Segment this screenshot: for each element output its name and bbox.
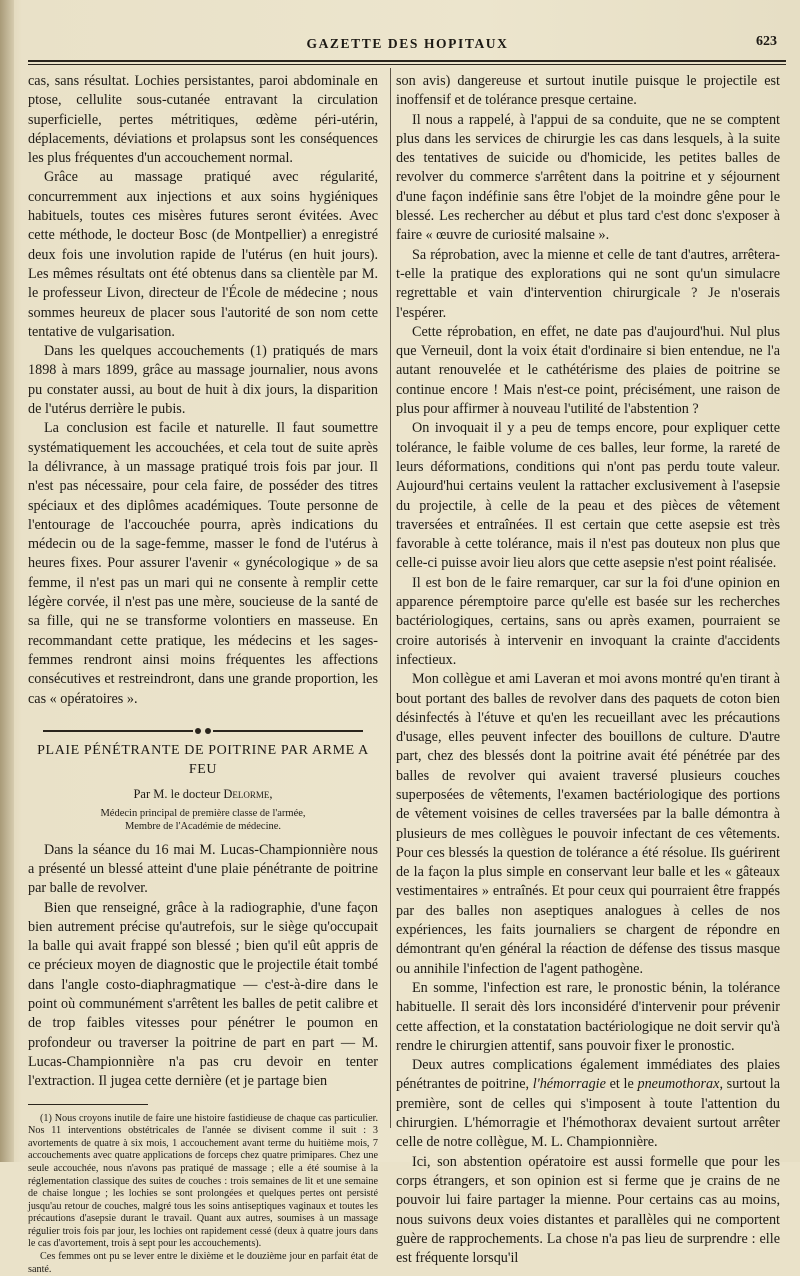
paragraph: Il nous a rappelé, à l'appui de sa conduite, que ne se comptent plus dans les services de chirurgie les cas dans lesquels, à la suite des tentatives de suicide ou d'homicide, les petites balles de revolver du commerce s'arrêtent dans la poitrine et y séjournent d'une façon indéfinie sans être l'objet de la moindre gêne pour le blessé. Les rechercher au début et plus tard c'est donc s'exposer à faire « œuvre de curiosité malsaine ». <box>396 111 780 244</box>
author-name: Delorme, <box>223 787 273 802</box>
article-title: PLAIE PÉNÉTRANTE DE POITRINE PAR ARME A FEU <box>37 742 369 778</box>
footnote-rule <box>28 1104 148 1105</box>
article-byline <box>28 785 378 804</box>
paragraph: Grâce au massage pratiqué avec régularité, concurremment aux injections et aux soins hygiéniques habituels, toutes ces misères futures seront évitées. Avec cette méthode, le docteur Bosc (de Montpellier) a enregistré deux fois une involution rapide de l'utérus (en huit jours). Les mêmes résultats ont été obtenus dans sa clientèle par M. le professeur Livon, directeur de l'École de médecine ; nous sommes heureux de placer sous l'autorité de son nom cette tentative de vulgarisation. <box>28 169 378 340</box>
page-header <box>30 34 785 58</box>
footnote-paragraph: (1) Nous croyons inutile de faire une histoire fastidieuse de chaque cas particulier. Nos 11 interventions obstétricales de l'année se divisent comme il suit : 3 avortements de quatre à six mois, 1 accouchement avant terme du huitième mois, 7 accouchements avec quatre applications de forceps chez quatre primipares. Chez une seule accouchée, nous n'avons pas pratiqué de massage ; elle a été soumise à la réglementation classique des suites de couches : trois semaines de lit et une semaine de chaise longue ; les lochies se sont prolongées et quelques pertes ont persisté jusqu'au retour de couches, malgré tous les soins antiseptiques vaginaux et toutes les précautions d'asepsie durant le travail. Quant aux autres, soumises à un massage régulier trois fois par jour, les lochies ont rapidement cessé (deux à quatre jours dans le cas d'avortement, trois à sept pour les accouchements). <box>28 1112 378 1250</box>
paragraph: son avis) dangereuse et surtout inutile puisque le projectile est inoffensif et de tolérance presque certaine. <box>396 73 780 109</box>
italic-term: l'hémorragie <box>532 1076 606 1093</box>
paragraph: Il est bon de le faire remarquer, car sur la foi d'une opinion en apparence péremptoire parce qu'elle est basée sur les recherches bactériologiques, certains, sans ou après examen, pourraient se croire autorisés à intervenir en invoquant la crainte d'accidents infectieux. <box>396 574 780 668</box>
paragraph: On invoquait il y a peu de temps encore, pour expliquer cette tolérance, le faible volume de ces balles, leur forme, la rareté de leurs déformations, conditions qui n'ont pas perdu toute valeur. Aujourd'hui certains veulent la rattacher exclusivement à l'asepsie du projectile, à celle de la peau et des pièces de vêtement traversées et entraînées. Il est certain que cette asepsie est très favorable à cette tolérance, mais il n'est pas douteux non plus que celle-ci puisse avoir lieu alors que cette asepsie n'est point réalisée. <box>396 420 780 572</box>
text-run: et le <box>605 1076 638 1093</box>
section-separator <box>28 721 378 727</box>
left-column <box>28 72 378 1276</box>
page-number: 623 <box>756 34 777 49</box>
footnote-paragraph: Ces femmes ont pu se lever entre le dixième et le douzième jour en parfait état de santé. <box>28 1251 378 1275</box>
paragraph: Bien que renseigné, grâce à la radiographie, d'une façon bien autrement précise qu'autrefois, sur le siège qu'occupait la balle qui avait frappé son blessé ; bien qu'il eût appris de ce précieux moyen de diagnostic que le projectile était tombé dans l'angle costo-diaphragmatique — c'est-à-dire dans le point où communément s'arrêtent les balles de petit calibre et de trop faibles vitesses pour pénétrer le poumon en profondeur ou traverser la poitrine de part en part — M. Lucas-Championnière n'a pas cru devoir en tenter l'extraction. Il jugea cette dernière (et je partage bien <box>28 899 378 1090</box>
paragraph: Mon collègue et ami Laveran et moi avons montré qu'en tirant à bout portant des balles de revolver dans des paquets de coton bien désinfectés à l'étuve et qu'en les recueillant avec les précautions d'usage, elles peuvent infecter des bouillons de culture. D'autre part, chez des blessés dont la poitrine avait été pénétrée par des balles de revolver qui avaient traversé plusieurs couches superposées de vêtements, l'examen bactériologique des portions de vêtement voisines de celles traversées par la balle démontra à plusieurs de mes collègues le pouvoir infectant de ces vêtements. Pour ces blessés la question de tolérance a été résolue. Ils guérirent de la façon la plus simple en conservant leur balle et les « gâteaux vestimentaires » entraînés. Et pour ceux qui pourraient être frappés par des balles non aseptiques analogues à celles de nos expériences, les faits journaliers se chargent de répondre en démontrant qu'en général la réaction de défense des tissus masque ou annihile l'infection de l'agent pathogène. <box>396 671 780 977</box>
right-column <box>396 72 780 1268</box>
column-divider <box>390 68 391 1128</box>
paragraph: cas, sans résultat. Lochies persistantes, paroi abdominale en ptose, cellulite sous-cutanée entravant la circulation superficielle, pertes métritiques, œdème péri-utérin, déplacements, déviations et prolapsus sont les conséquences les plus fréquentes d'un accouchement normal. <box>28 73 378 167</box>
header-rule-thin <box>28 64 786 65</box>
paragraph: Dans les quelques accouchements (1) pratiqués de mars 1898 à mars 1899, grâce au massage journalier, nous avons pu constater aussi, au bout de huit à dix jours, la disparition de l'utérus derrière le pubis. <box>28 343 378 418</box>
author-membership: Membre de l'Académie de médecine. <box>124 820 282 832</box>
footnote <box>28 1113 378 1276</box>
running-title: GAZETTE DES HOPITAUX <box>306 36 509 51</box>
byline-prefix: Par M. le docteur <box>133 787 221 802</box>
paragraph: Dans la séance du 16 mai M. Lucas-Championnière nous a présenté un blessé atteint d'une plaie pénétrante de poitrine par balle de revolver. <box>28 841 378 897</box>
paragraph: Sa réprobation, avec la mienne et celle de tant d'autres, arrêtera-t-elle la pratique des explorations qui ne sont qu'un simulacre regrettable et vain d'intervention chirurgicale ? Je n'oserais l'espérer. <box>396 246 780 321</box>
text-run: , surtout la première, sont de celles qui s'imposent à toute l'attention du chirurgien. L'hémorragie et l'hémothorax devaient surtout arrêter celle de notre collègue, M. L. Championnière. <box>396 1076 781 1151</box>
paragraph: Cette réprobation, en effet, ne date pas d'aujourd'hui. Nul plus que Verneuil, dont la voix était d'ordinaire si bien entendue, ne l'a autant renouvelée et le cathétérisme des plaies de poitrine se continue encore ! Mais n'est-ce point, précisément, une raison de plus pour affirmer à nouveau l'utilité de l'abstention ? <box>396 323 780 418</box>
paragraph: En somme, l'infection est rare, le pronostic bénin, la tolérance habituelle. Il serait dès lors inconsidéré d'intervenir pour prévenir cette affection, et la constatation bactériologique ne doit servir qu'à rendre le chirurgien attentif, sans pouvoir fixer le pronostic. <box>396 979 780 1054</box>
paragraph <box>396 1056 780 1152</box>
author-title: Médecin principal de première classe de l'armée, <box>100 807 306 819</box>
binding-spine <box>0 0 14 1162</box>
paragraph: La conclusion est facile et naturelle. Il faut soumettre systématiquement les accouchées, et cela tout de suite après la délivrance, à un massage pratiqué trois fois par jour. Il n'est pas nécessaire, pour cela faire, de posséder des titres spéciaux et des diplômes académiques. Toute personne de l'entourage de l'accouchée pourra, après indications du médecin ou de la sage-femme, masser le fond de l'utérus à heures fixes. Pour assurer l'avenir « gynécologique » de sa femme, il n'est pas un mari qui ne consente à remplir cette légère corvée, il n'est pas une mère, soucieuse de la santé de sa fille, qui ne se transforme volontiers en masseuse. En recommandant cette pratique, les médecins et les sages-femmes rendront ainsi moins fréquentes les affections consécutives et restreindront, dans une grande proportion, les cas « opératoires ». <box>28 420 378 707</box>
paragraph: Ici, son abstention opératoire est aussi formelle que pour les corps étrangers, et son opinion est si ferme que je crains de ne pouvoir lui faire partager la mienne. Pour certains cas au moins, nous suivons deux voies distantes et parallèles qui ne comportent guère de rapprochements. La chose n'a pas lieu de surprendre : elle est fréquente lorsqu'il <box>396 1153 780 1267</box>
text-run: Deux autres complications également immédiates des plaies pénétrantes de poitrine, <box>396 1057 780 1093</box>
italic-term: pneumothorax <box>637 1076 720 1093</box>
header-rule-thick <box>28 60 786 62</box>
